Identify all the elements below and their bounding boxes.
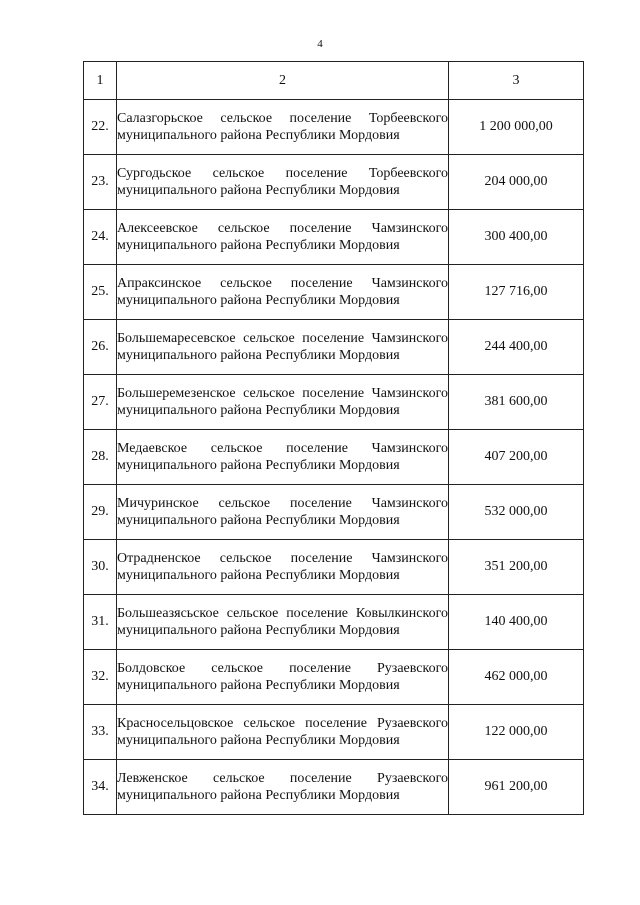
table-row (84, 100, 584, 155)
row-number: 24. (84, 210, 117, 265)
settlement-name: Апраксинское сельское поселение Чамзинского муниципального района Республики Мордовия (117, 265, 449, 320)
page-number: 4 (317, 38, 323, 50)
amount: 381 600,00 (449, 375, 584, 430)
table-row (84, 760, 584, 815)
row-number: 23. (84, 155, 117, 210)
settlement-name: Отрадненское сельское поселение Чамзинского муниципального района Республики Мордовия (117, 540, 449, 595)
table-body (84, 62, 584, 815)
amount: 300 400,00 (449, 210, 584, 265)
amount: 140 400,00 (449, 595, 584, 650)
table-row (84, 705, 584, 760)
settlement-name: Большеремезенское сельское поселение Чамзинского муниципального района Республики Мордовия (117, 375, 449, 430)
table-row (84, 210, 584, 265)
settlement-name: Левженское сельское поселение Рузаевского муниципального района Республики Мордовия (117, 760, 449, 815)
amount: 1 200 000,00 (449, 100, 584, 155)
settlement-name: Медаевское сельское поселение Чамзинского муниципального района Республики Мордовия (117, 430, 449, 485)
row-number: 34. (84, 760, 117, 815)
settlement-name: Салазгорьское сельское поселение Торбеевского муниципального района Республики Мордовия (117, 100, 449, 155)
amount: 127 716,00 (449, 265, 584, 320)
table-row (84, 155, 584, 210)
row-number: 27. (84, 375, 117, 430)
amount: 462 000,00 (449, 650, 584, 705)
settlement-name: Мичуринское сельское поселение Чамзинского муниципального района Республики Мордовия (117, 485, 449, 540)
settlement-name: Большемаресевское сельское поселение Чамзинского муниципального района Республики Мордовия (117, 320, 449, 375)
row-number: 25. (84, 265, 117, 320)
table-row (84, 485, 584, 540)
settlement-name: Большеазясьское сельское поселение Ковылкинского муниципального района Республики Мордовия (117, 595, 449, 650)
settlement-name: Алексеевское сельское поселение Чамзинского муниципального района Республики Мордовия (117, 210, 449, 265)
table-row (84, 595, 584, 650)
table-row (84, 265, 584, 320)
amount: 351 200,00 (449, 540, 584, 595)
row-number: 30. (84, 540, 117, 595)
row-number: 31. (84, 595, 117, 650)
amount: 407 200,00 (449, 430, 584, 485)
header-col-1: 1 (84, 62, 117, 100)
header-col-2: 2 (117, 62, 449, 100)
header-col-3: 3 (449, 62, 584, 100)
appropriations-table (83, 61, 584, 815)
settlement-name: Болдовское сельское поселение Рузаевского муниципального района Республики Мордовия (117, 650, 449, 705)
settlement-name: Сургодьское сельское поселение Торбеевского муниципального района Республики Мордовия (117, 155, 449, 210)
table-row (84, 650, 584, 705)
row-number: 28. (84, 430, 117, 485)
table-row (84, 430, 584, 485)
row-number: 22. (84, 100, 117, 155)
amount: 961 200,00 (449, 760, 584, 815)
row-number: 26. (84, 320, 117, 375)
settlement-name: Красносельцовское сельское поселение Рузаевского муниципального района Республики Мордовия (117, 705, 449, 760)
table-row (84, 375, 584, 430)
row-number: 29. (84, 485, 117, 540)
amount: 244 400,00 (449, 320, 584, 375)
table-row (84, 320, 584, 375)
amount: 204 000,00 (449, 155, 584, 210)
row-number: 32. (84, 650, 117, 705)
row-number: 33. (84, 705, 117, 760)
table-row (84, 540, 584, 595)
amount: 122 000,00 (449, 705, 584, 760)
table-header-row (84, 62, 584, 100)
amount: 532 000,00 (449, 485, 584, 540)
